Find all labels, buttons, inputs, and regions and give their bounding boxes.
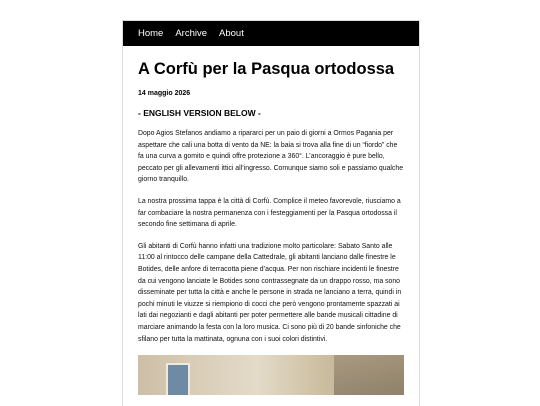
- post-paragraph: Gli abitanti di Corfù hanno infatti una tradizione molto particolare: Sabato Santo alle 11:00 al rintocco delle campane della Cattedrale, gli abitanti lanciano dalle finestre le Botides, delle anfore di terracotta piene d’acqua. Per non rischiare incidenti le finestre da cui vengono lanciate le Botides sono contrassegnate da un drappo rosso, ma sono disseminate per tutta la città e anche le persone in strada ne lanciano a terra, quindi in pochi minuti le viuzze si riempiono di cocci che però vengono prontamente spazzati ai lati dai negozianti e dagli abitanti per poter permettere alle bande musicali cittadine di marciare animando la festa con la loro musica. Ci sono più di 20 bande sinfoniche che sfilano per tutta la mattinata, ognuna con i suoi colori distintivi.: [138, 242, 402, 343]
- post-photo: [138, 355, 404, 395]
- blog-page: [122, 20, 420, 406]
- english-version-note: - ENGLISH VERSION BELOW -: [138, 108, 261, 118]
- top-nav: [123, 21, 419, 46]
- nav-about-link[interactable]: About: [219, 28, 244, 39]
- nav-archive-link[interactable]: Archive: [175, 28, 208, 39]
- post-paragraph: Dopo Agios Stefanos andiamo a ripararci per un paio di giorni a Ormos Pagania per aspettare che cali una botta di vento da NE: la baia si trova alla fine di un “fiordo” che fa una curva a gomito e quindi offre protezione a 360°. L’ancoraggio è pure bello, peccato per gli allevamenti ittici all’ingresso. Comunque siamo soli e passiamo qualche giorno tranquillo.: [138, 130, 404, 184]
- post-paragraph: La nostra prossima tappa è la città di Corfù. Complice il meteo favorevole, riusciamo a far combaciare la nostra permanenza con i festeggiamenti per la Pasqua ortodossa il secondo fine settimana di aprile.: [138, 197, 401, 229]
- post-date: 14 maggio 2026: [138, 90, 191, 97]
- post-title: A Corfù per la Pasqua ortodossa: [138, 60, 395, 78]
- photo-window-shutter: [166, 363, 190, 395]
- post-content: [123, 60, 419, 395]
- photo-wall-shade: [334, 355, 404, 395]
- nav-home-link[interactable]: Home: [138, 28, 164, 39]
